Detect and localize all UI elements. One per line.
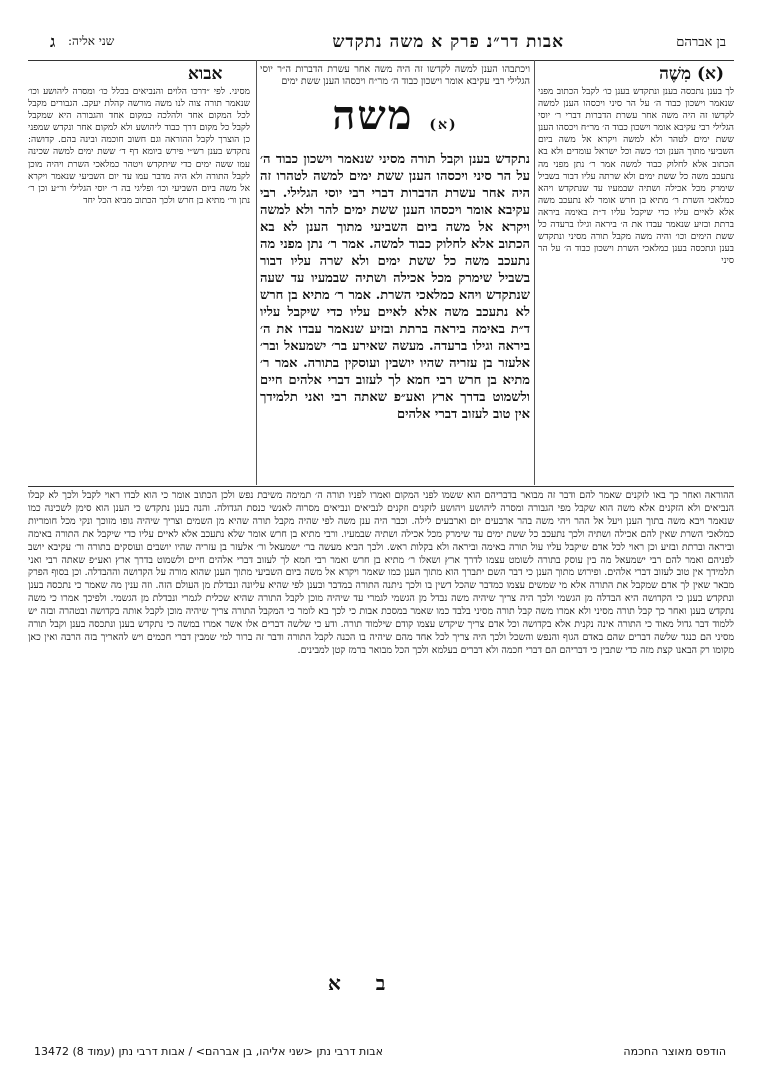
center-top-text: ויכתבהו הענן למשה לקדשו זה היה משה אחר עשרת הדברות ה״ר יוסי הגלילי רבי עקיבא אומר וישכון כבוד ה׳ מר״ח ויכסהו הענן ששת ימים (260, 64, 530, 87)
header-left-label: שני אליה: (68, 34, 115, 48)
corner-label-right: בן אברהם (676, 35, 726, 50)
main-heading-word: משה (332, 92, 414, 139)
footer (0, 1037, 760, 1067)
right-column-heading (659, 64, 724, 84)
main-heading (260, 94, 530, 147)
column-divider-left (256, 60, 257, 485)
header-rule (28, 60, 734, 61)
right-commentary-text: לך בענן נתכסה בענן ונתקדש בענן כו׳ לקבל הכתוב מפני שנאמר וישכון כבוד ה׳ על הר סיני ויכסהו הענן למשה לקדשו זה היה משה אחר עשרת הדברות דברי ר׳ יוסי הגלילי רבי עקיבא אומר וישכון כבוד ה׳ מר״ח ויכסהו הענן ששת ימים לטהר ולא למשה ויקרא אל משה ביום השביעי מתוך הענן וכו׳ כשה וכל ישראל עומדים ולא בא הכתוב אלא לחלוק כבוד למשה אמר ר׳ נתן מפני מה נתעכב משה כל ששת ימים ולא שרתה עליו דבור בשביל שימרק מכל אכילה ושתיה שבמעיו עד שנתקדש ויהא כמלאכי השרת ר׳ מתיא בן חרש אומר לא נתעכב משה אלא לאיים עליו כדי שיקבל עליו ד״ת באימה ביראה ברתת ובזיע שנאמר עבדו את ה׳ ביראה וגילו ברעדה כל ששת הימים וכו׳ והיה משה מקבל תורה מסיני ונתקדש בענן ונתכסה בענן כמלאכי השרת וישכון כבוד ה׳ על הר סיני (538, 87, 734, 267)
column-divider-right (534, 60, 535, 485)
right-commentary (538, 86, 734, 480)
bottom-commentary: ההוראה ואחר כך באו לזקנים שאמר להם ודבר זה מבואר בדבריהם הוא ששמו לפני המקום ואמרו לפניו תורה ה׳ תמימה משיבת נפש ולכן הכתוב אומר כי הוא לבדו ראוי לקבל ולכך לא קבלו הנביאים ולא הזקנים אלא משה הוא שקבל מפי הגבורה ומסרה ליהושע ויהושע לזקנים וזקנים לנביאים ונביאים מסרוה לאנשי כנסת הגדולה. והנה בענן נתקדש כי הענן הוא סימן לשכינה כמו שנאמר ויבא משה בתוך הענן ויעל אל ההר ויהי משה בהר ארבעים יום וארבעים לילה. וכבר היה ענן משה לפי שהיה מקבל תורה שהיא מן השמים וצריך שיהיה גופו מזוכך ונקי מכל חומריות כמלאכי השרת שאין להם אכילה ושתיה ולכך נתעכב כל ששת ימים עד שימרק מכל אכילה ושתיה שבמעיו. ורבי מתיא בן חרש אומר שלא נתעכב אלא לאיים עליו כדי שיקבל את התורה באימה וביראה וברתת ובזיע וכן ראוי לכל אדם שיקבל עליו עול תורה באימה וביראה ולא בקלות ראש. ולכך הביא מעשה בר׳ ישמעאל ור׳ אלעזר בן עזריה שהיו יושבים ועוסקים בתורה ור׳ עקיבא יושב לפניהם ואמר להם רבי ישמעאל מה בין עוסק בתורה לשומט עצמו לדרך ארץ ושאלו ר׳ מתיא בן חרש ואמר רבי חמא לך לעזוב דברי אלהים חיים ולשמוט בדרך ארץ ואע״פ שאתה רבי ואני תלמידך אין טוב לעזוב דברי אלהים. ופירוש מתוך הענן כי דבר השם יתברך הוא מתוך הענן כמו שאמר ויקרא אל משה ביום השביעי מתוך הענן שהוא מורה על הקדושה וההבדלה. וכן בסוף הפרק מבאר שאין לך אדם שמקבל את התורה אלא מי שמשים עצמו כמדבר שהכל דשין בו ולכך ניתנה התורה במדבר ובענן לפי שהיא עליונה ונבדלת מן העולם הזה. וזה ענין מה שאמר כי נתכסה בענן ונתקדש בענן כי הקדושה היא הבדלה מן הגשמי ולכך היה צריך שיהיה משה נבדל מן הגשמי לגמרי עד שיהיה מוכן לקבל התורה שהיא שכלית לגמרי ונבדלת מן הגשמי. ולפיכך אמרו כי משה נתקדש בענן ואחר כך קבל תורה מסיני ולא אמרו משה קבל תורה מסיני בלבד כמו שאמר במסכת אבות כי לכך בא לומר כי המקבל התורה צריך שיהיה מוכן לקבל אותה בקדושה ובטהרה ובזה יש ללמוד דבר גדול מאוד כי התורה אינה נקנית אלא בקדושה וכל אדם צריך שיקדש עצמו קודם שילמוד תורה. ודע כי שלשה דברים אלו אשר אמרו במשה כי נתקדש בענן ונתכסה בענן וקבל תורה מסיני הם כנגד שלשה דברים שהם באדם הגוף והנפש והשכל ולכך היה צריך לכל אחד מהם שיהיה בו הכנה לקבל התורה ודבר זה ברור למי שמבין דברי חכמים ויש להאריך בזה הרבה ואין כאן מקומו רק הבאנו קצת מזה כדי שתבין כי דבריהם הם דברי חכמה ולא דברים בעלמא ולכך הכל מבואר ברמז קטן למבינים. (28, 490, 734, 656)
left-commentary (28, 86, 250, 480)
running-title: אבות דר״נ פרק א משה נתקדש (332, 32, 564, 52)
page-letter: ג (50, 32, 56, 51)
mishna-text: נתקדש בענן וקבל תורה מסיני שנאמר וישכון כבוד ה׳ על הר סיני ויכסהו הענן ששת ימים למשה לטהרו זה היה אחר עשרת הדברות דברי רבי יוסי הגלילי. רבי עקיבא אומר ויכסהו הענן ששת ימים להר ולא למשה ויקרא אל משה ביום השביעי מתוך הענן לא בא הכתוב אלא לחלוק כבוד למשה. אמר ר׳ נתן מפני מה נתעכב משה כל ששת ימים ולא שרה עליו דבור בשביל שימרק מכל אכילה ושתיה שבמעיו עד שעה שנתקדש ויהא כמלאכי השרת. אמר ר׳ מתיא בן חרש לא נתעכב משה אלא לאיים עליו כדי שיקבל עליו ד״ת באימה ביראה ברתת ובזיע שנאמר עבדו את ה׳ ביראה וגילו ברעדה. מעשה שאירע בר׳ ישמעאל ובר׳ אלעזר בן עזריה שהיו יושבין ועוסקין בתורה. אמר ר׳ מתיא בן חרש רבי חמא לך לעזוב דברי אלהים חיים ולשמוט בדרך ארץ ואע״פ שאתה רבי ואני תלמידך אין טוב לעזוב דברי אלהים (260, 152, 530, 422)
right-column-word: מִשֶׁה (659, 64, 692, 84)
footer-source: אבות דרבי נתן <שני אליהו, בן אברהם> / אבות דרבי נתן (עמוד 8) 13472 (34, 1045, 383, 1058)
main-text-column (260, 64, 530, 474)
left-commentary-text: מסיני. לפי ״דרכו הלוים והנביאים בכלל כו׳ ומסרה ליהושע וכו׳ שנאמר תורה צוה לנו משה מורשה קהלת יעקב. הגבורים מקבל לכל המקום אחד ולהלכה כמקום אחד והגבורה היא שמקבל לקבל כל מקום דרך כבוד ליהושע ולא למקום אחר ונקדש שמפני כן הוצרך לקבל ההוראה וגם חשוב חוכמה ובינה בהם. קדושה: נתקדש בענן רש״י פירש ביומא דף ד׳ ששת ימים למשה שכינה עמו ששה ימים כדי שיתקדש ויטהר כמלאכי השרת ויהיה מוכן לקבל התורה ולא היה מדבר עמו עד יום השביעי שנאמר ויקרא אל משה ביום השביעי וכו׳ ופליגי בה ר׳ יוסי הגלילי ור״ע וכן ר׳ נתן ור׳ מתיא בן חרש ולכך הכתוב מביא הכל יחד (28, 87, 250, 206)
scanned-page (28, 0, 734, 1040)
main-heading-number: (א) (429, 117, 458, 133)
signature-mark: ב א (328, 971, 400, 995)
right-column-number: (א) (696, 64, 724, 84)
footer-printed-from: הודפס מאוצר החכמה (623, 1045, 726, 1058)
running-header (28, 32, 734, 56)
left-column-heading: אבוא (188, 64, 223, 84)
lower-rule (28, 486, 734, 487)
